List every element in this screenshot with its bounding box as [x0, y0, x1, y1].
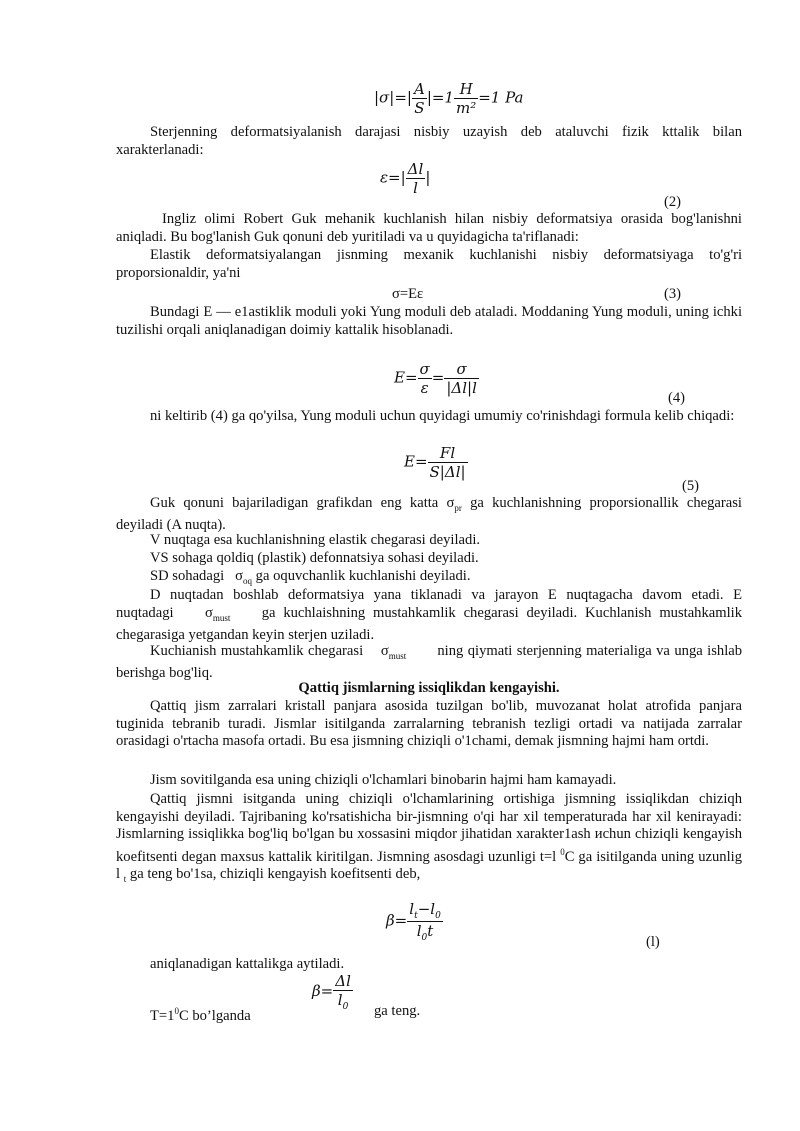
p14-text-b: C ga isitilganda uning uzunlig l [116, 848, 742, 882]
sigma-subscript: oq [243, 575, 253, 586]
line-elastic-limit: V nuqtaga esa kuchlanishning elastik chegarasi deyiladi. [150, 532, 481, 548]
equation-expansion-coefficient [386, 900, 443, 943]
p10-text-b: ga kuchlaishning mustahkamlik chegarasi deyiladi. Kuchlanish mustahkamlik chegarasiga yetgandan keyin sterjen uziladi. [116, 604, 743, 643]
p6-text-a: Guk qonuni bajariladigan grafikdan eng katta [150, 495, 439, 511]
formula-pascal-rhs: =1 Pa [478, 88, 524, 107]
degree-superscript: 0 [174, 1006, 179, 1016]
equation-final [312, 972, 353, 1012]
formula-pascal-num1: A [413, 80, 425, 98]
equation-2 [380, 160, 430, 197]
degree-superscript: 0 [560, 846, 565, 857]
equation-4 [394, 360, 479, 397]
last-text-a: T=1 [150, 1007, 175, 1024]
formula-pascal-mid: |=1 [426, 88, 454, 107]
p11-text-a: Kuchianish mustahkamlik chegarasi [150, 643, 364, 659]
line-plastic-region: VS sohaga qoldiq (plastik) defonnatsiya sohasi deyiladi. [150, 550, 479, 566]
p10-text-a: D nuqtadan boshlab deformatsiya yana tiklanadi va jarayon E nuqtagacha davom etadi. E nuqtadagi [116, 587, 742, 621]
equation-3: σ=Eε [392, 286, 424, 302]
l9-text-a: SD sohadagi [150, 568, 225, 584]
formula-pascal-lhs: |σ|=| [374, 88, 412, 107]
formula-pascal [374, 80, 523, 117]
paragraph-proportionality-limit [116, 495, 742, 535]
equation-4-label: (4) [668, 390, 686, 406]
equation-6-num-sub: t [414, 911, 418, 921]
line-defined-quantity: aniqlanadigan kattalikga aytiladi. [150, 956, 345, 972]
equation-4-num1: σ [419, 360, 430, 378]
paragraph-hooke-intro: Ingliz olimi Robert Guk mehanik kuchlanish hilan nisbiy deformatsiya orasida bog'lanishni aniqladi. Bu bog'lanish Guk qonuni deb yuritiladi va u quyidagicha ta'riflanadi: [116, 211, 742, 245]
equation-2-den: l [413, 179, 418, 197]
equation-4-num2: σ [444, 360, 479, 379]
equation-5-den: S|Δl| [429, 463, 466, 481]
equation-4-lhs: E= [394, 368, 418, 387]
formula-pascal-den2: m² [455, 99, 477, 117]
equation-6-num [407, 900, 443, 922]
equation-7-lhs: β= [312, 982, 334, 1000]
sigma-symbol: σ [446, 495, 455, 511]
paragraph-strength-limit [116, 587, 742, 644]
sigma-subscript: must [388, 650, 407, 661]
equation-5-label: (5) [682, 478, 700, 494]
line-final-c: ga teng. [374, 1003, 421, 1019]
equation-2-num: Δl [407, 160, 424, 178]
formula-pascal-den1: S [414, 99, 425, 117]
t-subscript: t [123, 873, 127, 884]
equation-expansion-label: (l) [646, 934, 660, 950]
equation-5-num: Fl [428, 444, 468, 463]
equation-7-den [333, 991, 353, 1012]
equation-2-rhs: | [425, 168, 431, 187]
equation-6-den-l: l [416, 922, 422, 940]
formula-pascal-num2: H [454, 80, 478, 99]
last-text-b: C bo’lganda [178, 1007, 251, 1024]
equation-7-den-l: l [337, 991, 343, 1009]
equation-2-label: (2) [664, 194, 682, 210]
equation-6-den-sub: 0 [421, 933, 428, 943]
sigma-symbol: σ [380, 643, 389, 659]
sigma-symbol: σ [235, 568, 244, 584]
equation-6-num-l: l [409, 900, 415, 918]
paragraph-thermal-vibration: Qattiq jism zarralari kristall panjara asosida tuzilgan bo'lib, muvozanat holat atrofida panjara tuginida tebranib turadi. Jismlar isitilganda zarralarning tebranish tezligi ortadi va natijada zarralar orasidagi o'rtacha masofa ortadi. Bu esa jismning chiziqli o'1chami, demak jismning hajmi ham ortdi. [116, 698, 742, 749]
equation-3-label: (3) [664, 286, 682, 302]
equation-5-lhs: E= [404, 452, 428, 471]
equation-4-den2: |Δl|l [446, 379, 477, 397]
paragraph-linear-expansion [116, 791, 742, 888]
equation-5 [404, 444, 468, 481]
section-heading: Qattiq jismlarning issiqlikdan kengayishi. [298, 680, 560, 696]
equation-2-lhs: ε=| [380, 168, 406, 187]
l9-text-b: ga oquvchanlik kuchlanishi deyiladi. [255, 568, 471, 584]
paragraph-strength-dependence [116, 643, 742, 683]
paragraph-strain-intro: Sterjenning deformatsiyalanish darajasi nisbiy uzayish deb ataluvchi fizik kttalik bilan xarakterlanadi: [116, 124, 742, 158]
p11-text-b: ning qiymati sterjenning materialiga va unga ishlab berishga bog'liq. [116, 643, 743, 682]
sigma-subscript: pr [454, 502, 462, 513]
sigma-subscript: must [212, 612, 231, 623]
p14-text-c: ga teng bo'1sa, chiziqli kengayish koefitsenti deb, [129, 865, 421, 882]
paragraph-hooke-statement: Elastik deformatsiyalangan jisnming mexanik kuchlanishi nisbiy deformatsiyaga to'g'ri proporsionaldir, ya'ni [116, 247, 742, 281]
equation-4-den1: ε [420, 379, 429, 397]
equation-7-num: Δl [335, 972, 351, 990]
equation-6-num-sub2: 0 [435, 911, 441, 921]
paragraph-young-modulus: Bundagi E — e1astiklik moduli yoki Yung moduli deb ataladi. Moddaning Yung moduli, uning ichki tuzilishi orqali aniqlanadigan doimiy kattalik hisoblanadi. [116, 304, 742, 338]
paragraph-cooling: Jism sovitilganda esa uning chiziqli o'lchamlari binobarin hajmi ham kamayadi. [150, 772, 617, 788]
equation-6-den-t: t [427, 922, 434, 940]
sigma-symbol: σ [204, 604, 213, 621]
equation-7-den-sub: 0 [342, 1002, 349, 1012]
equation-4-mid: = [431, 368, 445, 387]
paragraph-general-formula: ni keltirib (4) ga qo'yilsa, Yung moduli uchun quyidagi umumiy co'rinishdagi formula kelib chiqadi: [150, 408, 735, 424]
p14-text-a: Qattiq jismni isitganda uning chiziqli o'lchamlarining ortishiga jismning issiqlikdan chiziqh kengayishi deyiladi. Tajribaning ko'rsatishicha bir-jismning o'qi har xil temperaturada har xil kenirayadi: Jismlarning issiqlikka bog'liq bo'lgan bu xossasini miqdor jihatidan xarakter1ash иchun chiziqli kengayish koefitsenti degan maxsus kattalik kiritilgan. Jismning asosdagi uzunligi t=l [116, 791, 742, 865]
line-final-a [150, 1003, 251, 1025]
p6-text-b: ga kuchlanishning proporsionallik chegarasi deyiladi (A nuqta). [116, 495, 742, 534]
equation-6-den [407, 922, 443, 943]
equation-6-num-mid: −l [417, 900, 436, 918]
equation-6-lhs: β= [386, 911, 408, 930]
